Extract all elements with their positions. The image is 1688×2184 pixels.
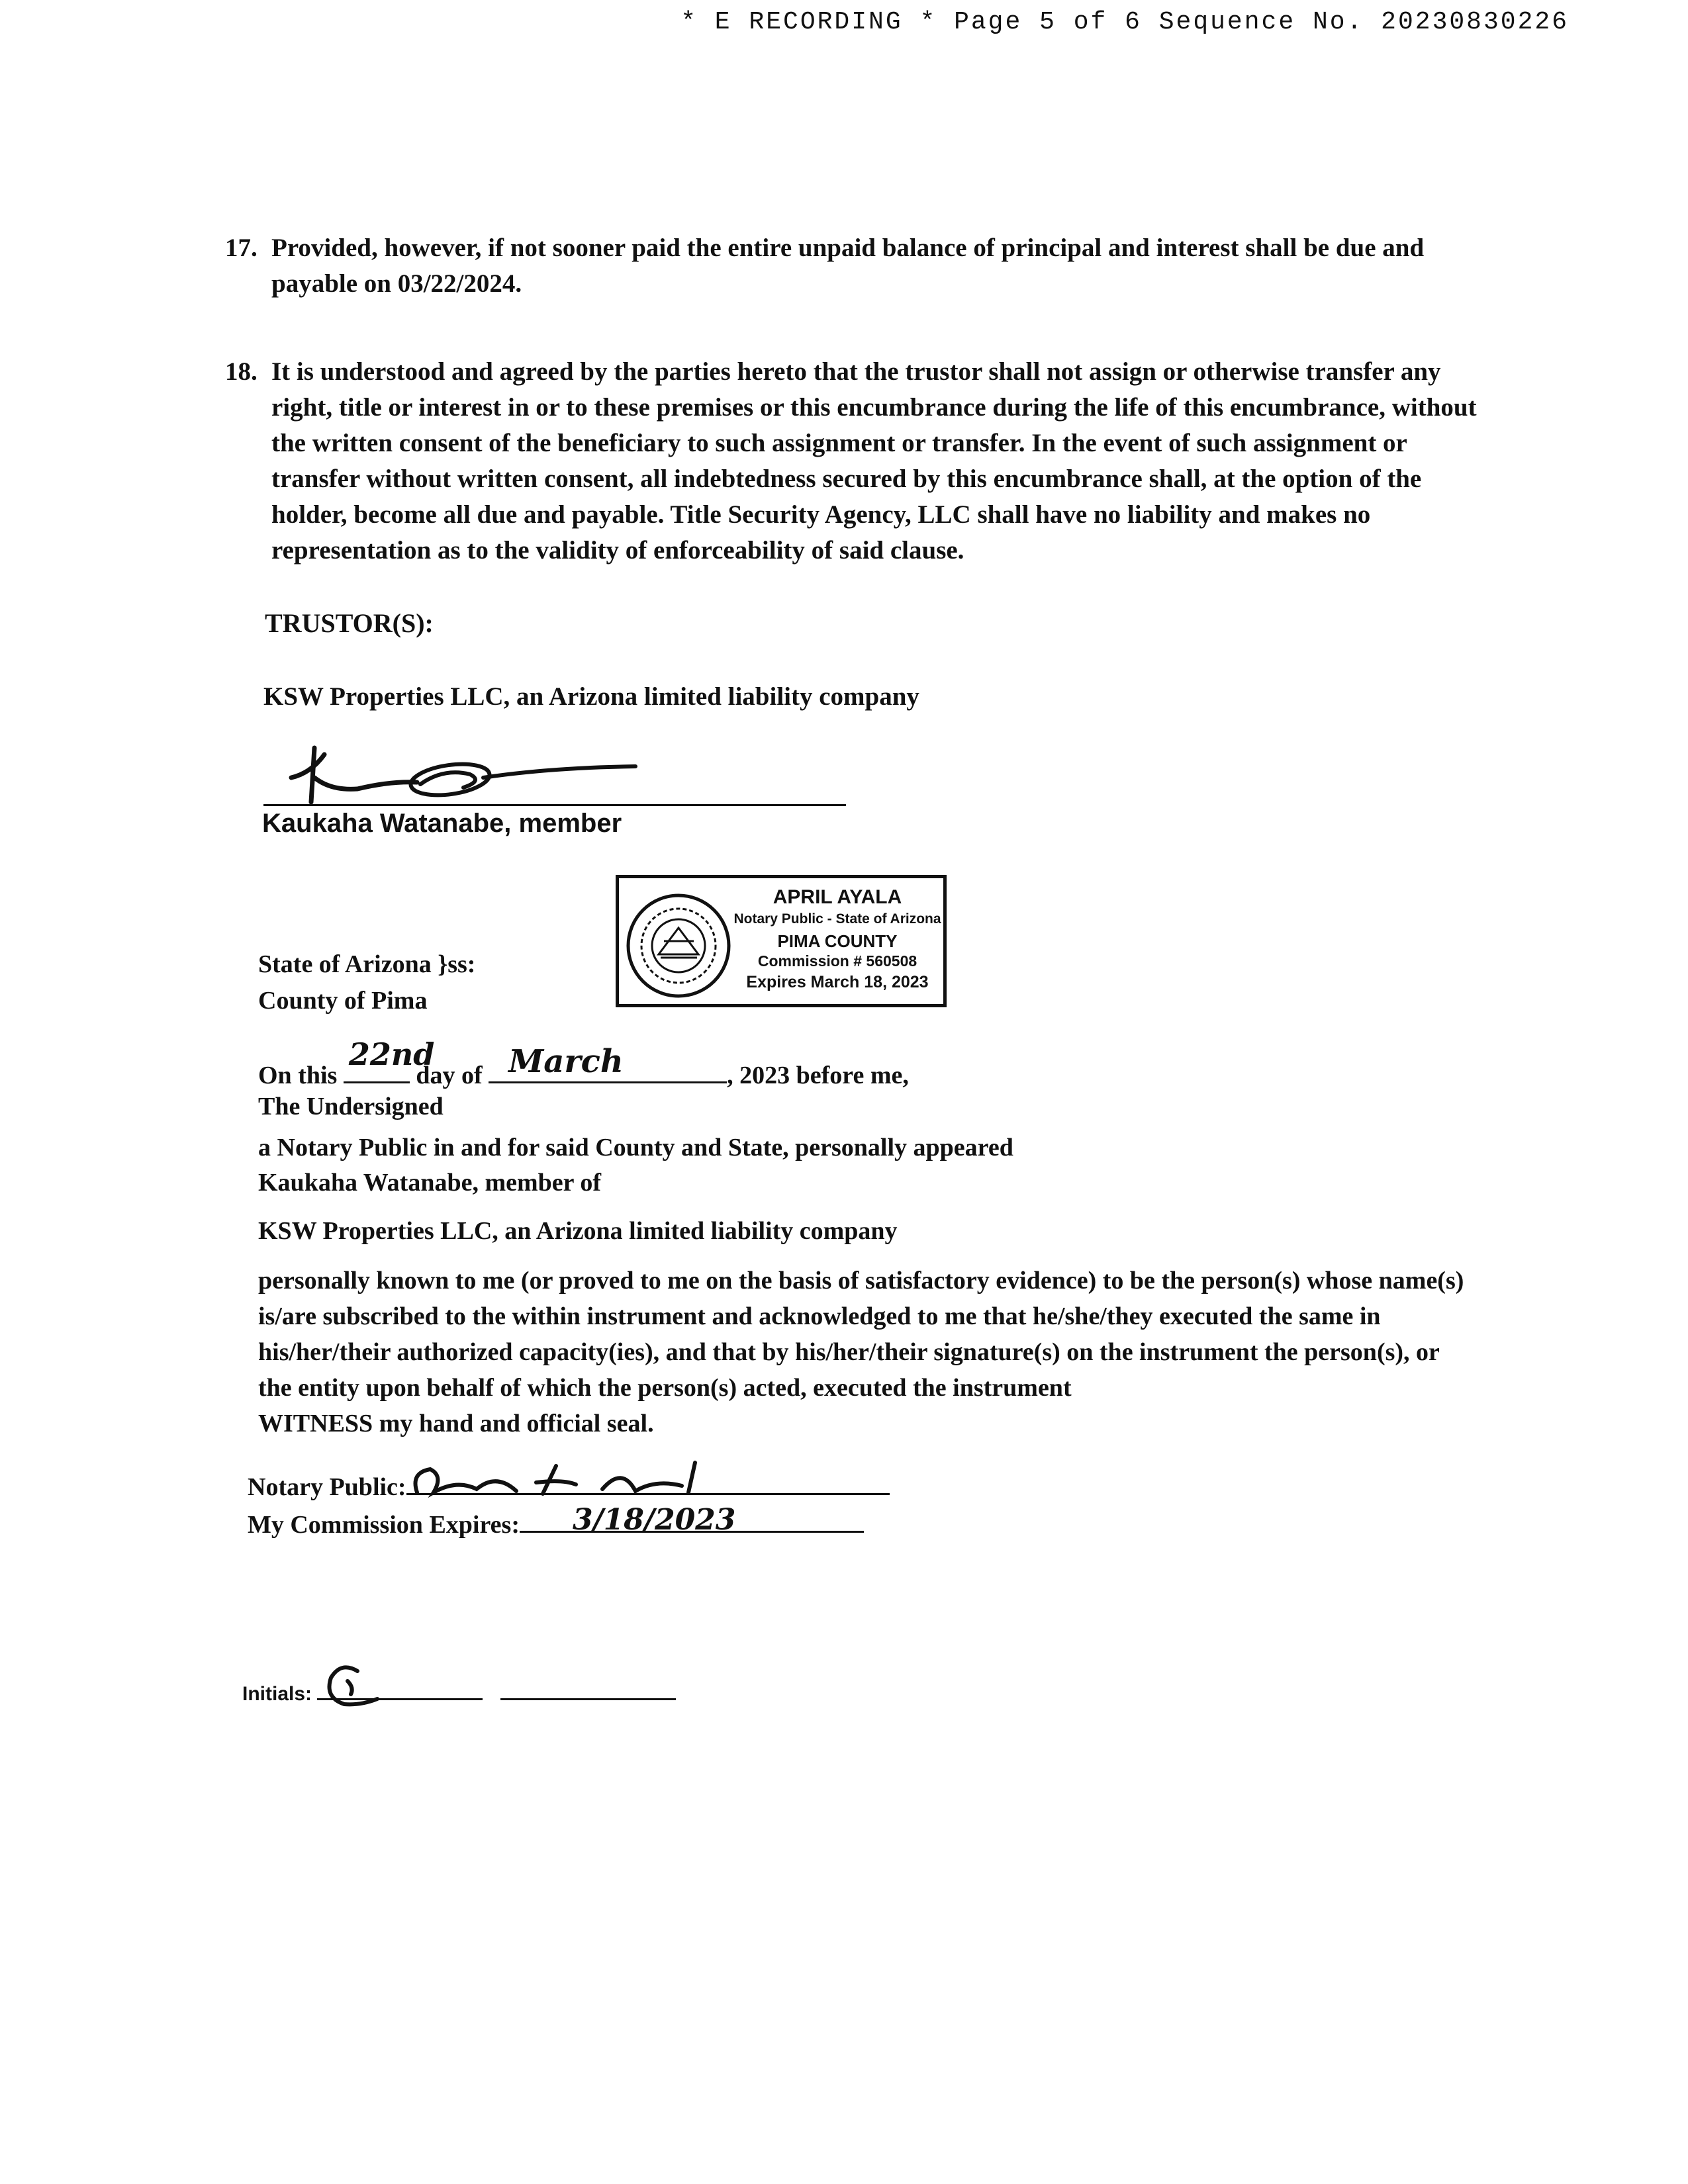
day-field: [344, 1036, 435, 1083]
acknowledgment-date-line: [258, 1036, 909, 1090]
notary-signature: [404, 1453, 735, 1506]
recording-header: * E RECORDING * Page 5 of 6 Sequence No. 20230830226: [680, 8, 1569, 36]
paragraph-number: 17.: [225, 234, 258, 262]
signer-name: Kaukaha Watanabe, member: [262, 809, 622, 838]
state-seal-icon: [624, 891, 733, 1001]
month-field: [489, 1043, 727, 1083]
notary-stamp: [616, 875, 947, 1007]
commission-expires-handwritten: 3/18/2023: [572, 1503, 736, 1537]
acknowledgment-text: personally known to me (or proved to me on the basis of satisfactory evidence) to be the person(s) whose name(s) is/are subscribed to the within instrument and acknowledged to me that he/she/they executed the same in his/her/their authorized capacity(ies), and that by his/her/their signature(s) on the instrument the person(s), or the entity upon behalf of which the person(s) acted, executed the instrument: [258, 1267, 1464, 1402]
notary-public-label: Notary Public:: [248, 1473, 406, 1501]
initials-line: [242, 1681, 676, 1706]
commission-expires-field: [520, 1503, 864, 1537]
venue-county: County of Pima: [258, 987, 428, 1015]
paragraph-17: [225, 230, 1496, 302]
day-of-text: day of: [416, 1062, 483, 1089]
before-me-text: before me,: [796, 1062, 909, 1089]
year-value: 23: [765, 1062, 790, 1089]
stamp-county: PIMA COUNTY: [777, 931, 898, 951]
stamp-commission: Commission # 560508: [757, 952, 917, 970]
trustor-company: KSW Properties LLC, an Arizona limited liability company: [263, 682, 919, 711]
trustor-label: TRUSTOR(S):: [265, 608, 434, 638]
appeared-person: Kaukaha Watanabe, member of: [258, 1169, 601, 1197]
paragraph-text: Provided, however, if not sooner paid the entire unpaid balance of principal and interest shall be due and payable on 03/22/2024.: [271, 234, 1425, 298]
initials-field-2: [500, 1681, 676, 1700]
on-this-text: On this: [258, 1062, 338, 1089]
commission-expires-label: My Commission Expires:: [248, 1511, 520, 1539]
notary-appearance-line: a Notary Public in and for said County and State, personally appeared: [258, 1134, 1013, 1161]
acknowledgment-body: [258, 1263, 1470, 1441]
officer-name: The Undersigned: [258, 1093, 444, 1120]
trustor-signature: [285, 741, 655, 807]
paragraph-18: [225, 354, 1496, 569]
venue-state: State of Arizona }ss:: [258, 950, 476, 978]
initials-label: Initials:: [242, 1683, 312, 1705]
year-prefix: , 20: [727, 1062, 765, 1089]
witness-text: WITNESS my hand and official seal.: [258, 1410, 654, 1437]
month-handwritten: March: [508, 1043, 624, 1080]
paragraph-number: 18.: [225, 357, 258, 386]
stamp-name: APRIL AYALA: [773, 886, 902, 908]
stamp-title: Notary Public - State of Arizona: [733, 911, 941, 927]
initials-mark: [311, 1658, 391, 1717]
acknowledgment-company: KSW Properties LLC, an Arizona limited liability company: [258, 1217, 898, 1245]
day-handwritten: 22nd: [348, 1036, 435, 1072]
paragraph-text: It is understood and agreed by the parties hereto that the trustor shall not assign or otherwise transfer any right, title or interest in or to these premises or this encumbrance during the life of this encumbrance, without the written consent of the beneficiary to such assignment or transfer. In the event of such assignment or transfer without written consent, all indebtedness secured by this encumbrance shall, at the option of the holder, become all due and payable. Title Security Agency, LLC shall have no liability and makes no representation as to the validity of enforceability of said clause.: [271, 357, 1477, 565]
stamp-expires: Expires March 18, 2023: [746, 973, 929, 991]
signature-line: [263, 804, 846, 806]
commission-expires-line: [248, 1503, 864, 1539]
